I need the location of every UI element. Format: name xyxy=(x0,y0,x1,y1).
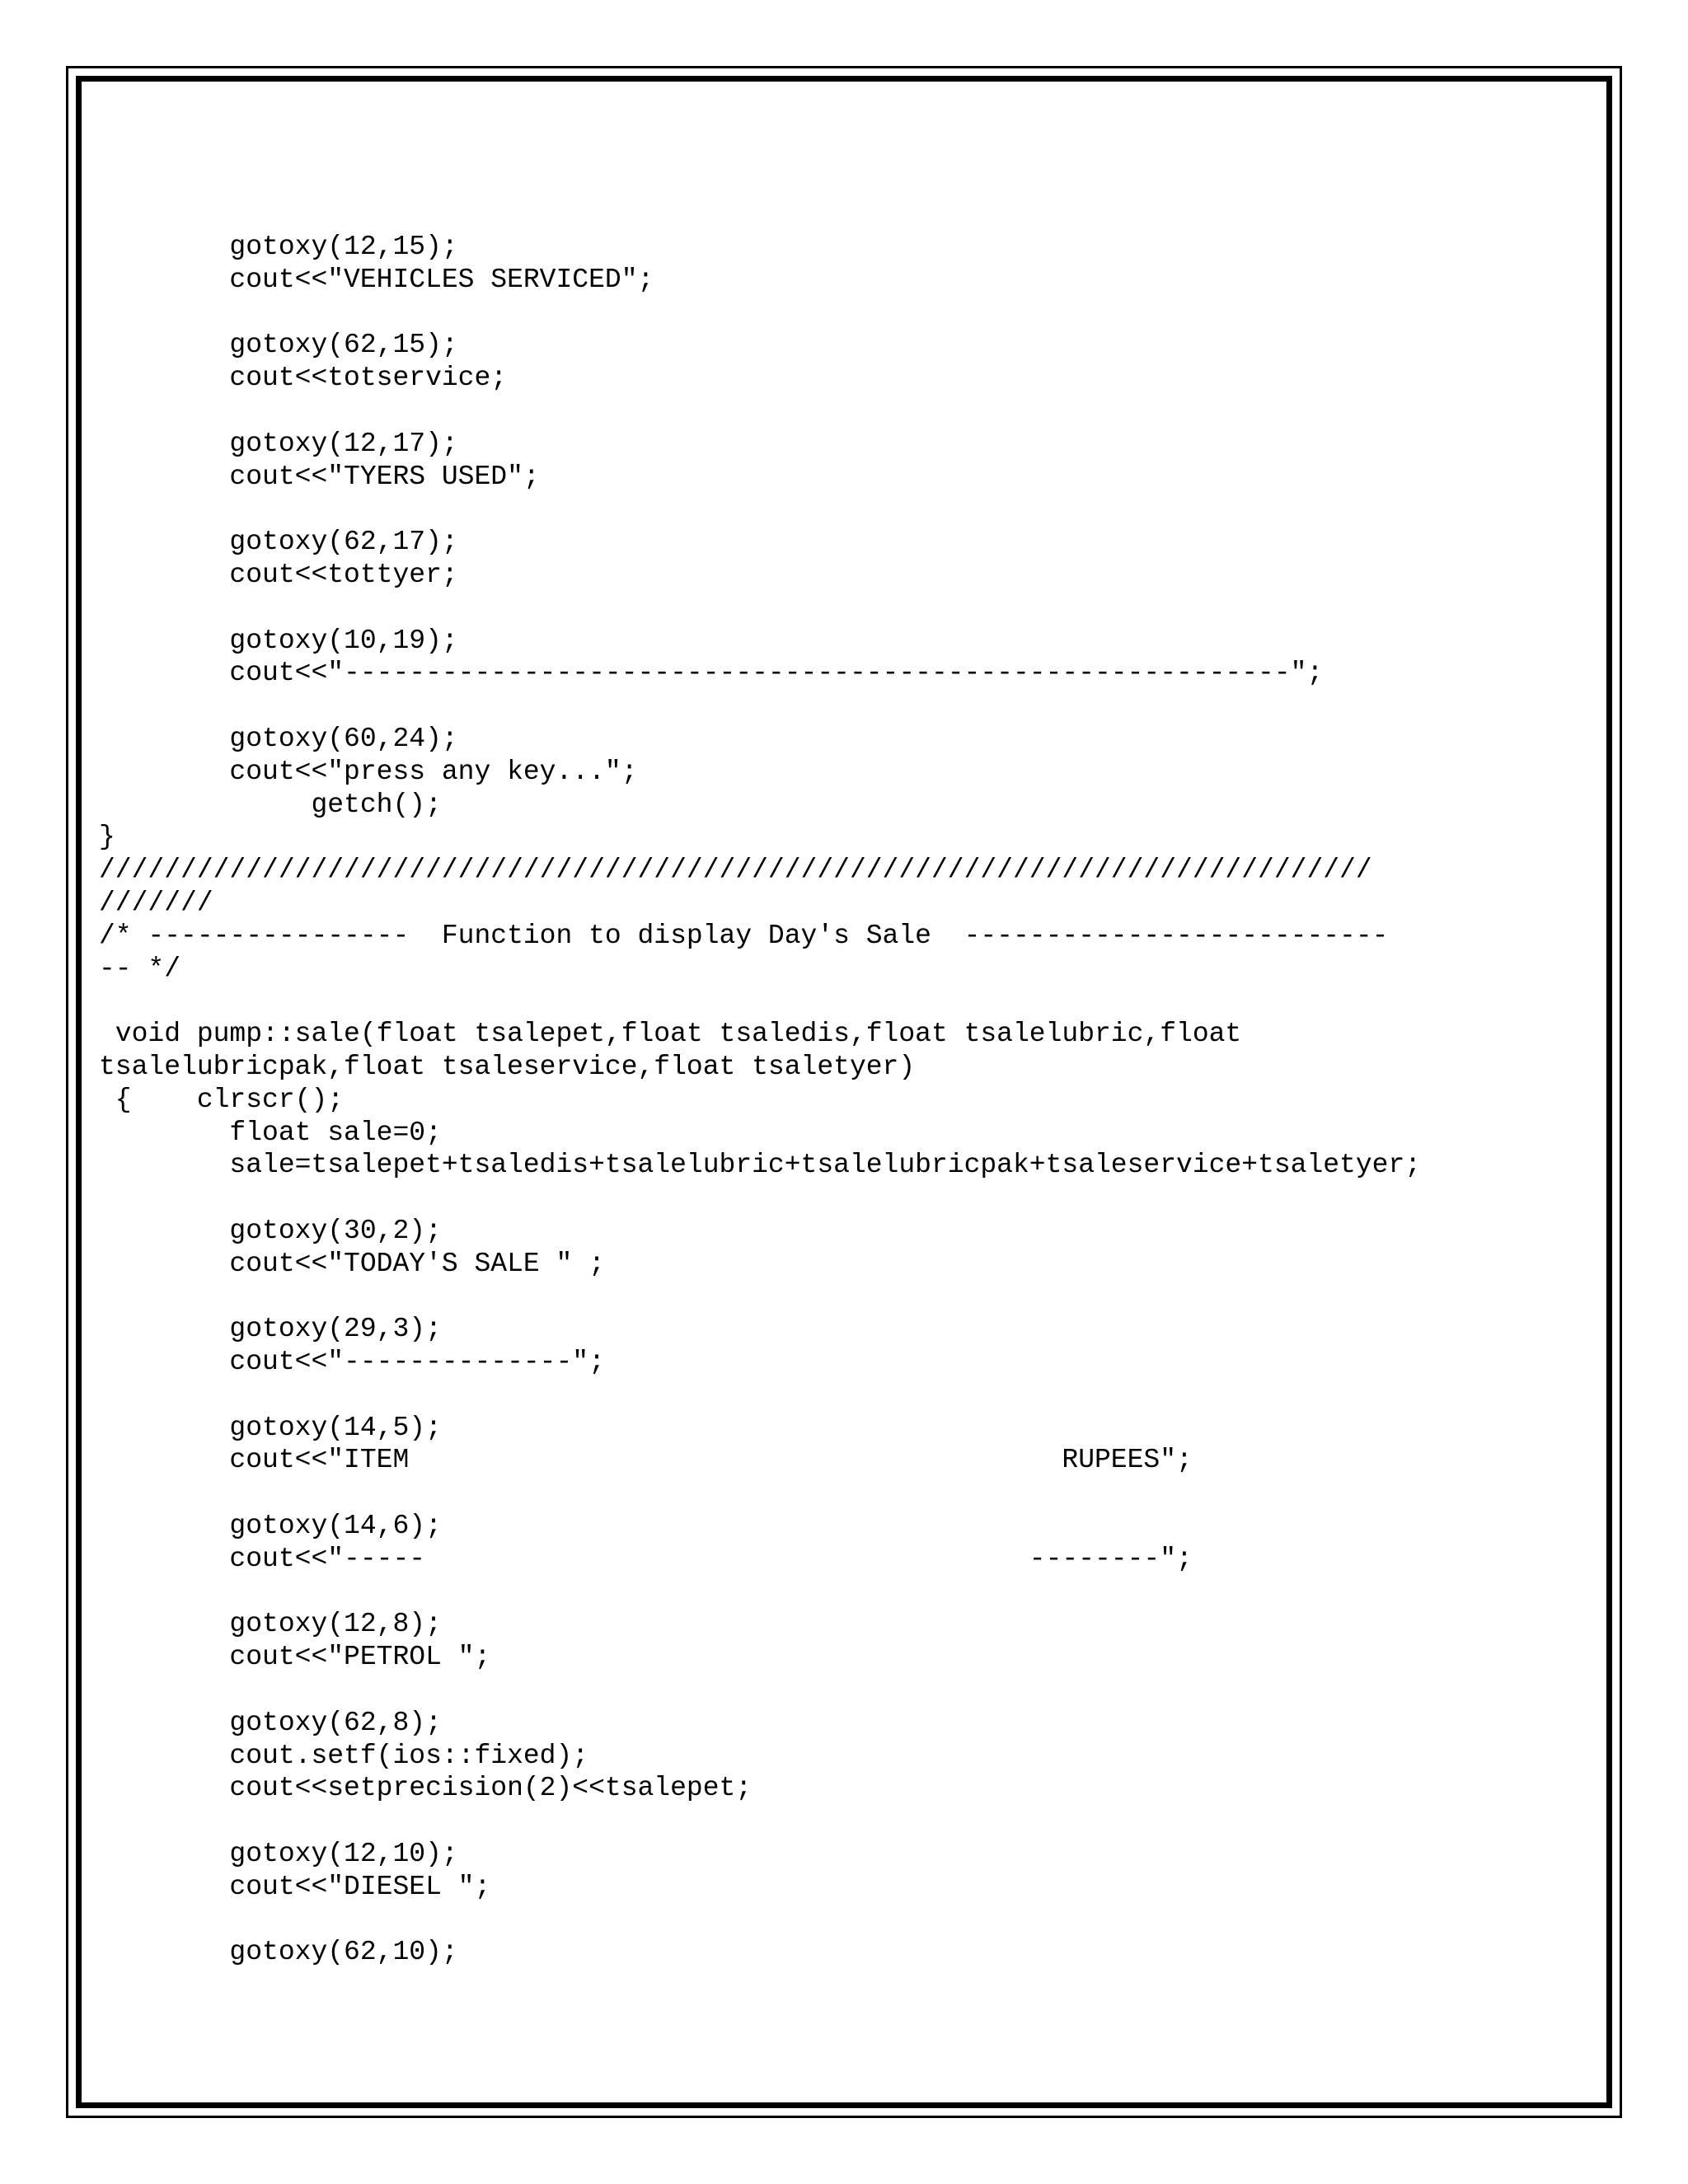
code-line: gotoxy(62,15); xyxy=(99,330,458,361)
code-line xyxy=(99,395,1500,428)
code-line: gotoxy(29,3); xyxy=(99,1314,442,1345)
code-line: cout<<"TYERS USED"; xyxy=(99,461,540,492)
code-line: cout<<"----------------------------------------------------------"; xyxy=(99,658,1324,689)
code-listing xyxy=(99,231,1500,1969)
code-line: /////// xyxy=(99,887,213,918)
code-line: gotoxy(60,24); xyxy=(99,723,458,754)
code-line: cout<<"DIESEL "; xyxy=(99,1871,491,1902)
code-line: gotoxy(62,8); xyxy=(99,1707,442,1738)
code-line xyxy=(99,1379,1500,1412)
code-line: /* ---------------- Function to display Day's Sale -------------------------- xyxy=(99,920,1389,951)
code-line: gotoxy(14,6); xyxy=(99,1511,442,1542)
code-line: getch(); xyxy=(99,789,442,820)
code-line xyxy=(99,1904,1500,1937)
code-line: gotoxy(12,15); xyxy=(99,232,458,262)
code-line xyxy=(99,1281,1500,1314)
code-line xyxy=(99,493,1500,526)
code-line: } xyxy=(99,822,115,853)
code-line: gotoxy(12,8); xyxy=(99,1609,442,1640)
code-line: gotoxy(62,17); xyxy=(99,527,458,558)
code-line: gotoxy(30,2); xyxy=(99,1215,442,1246)
code-line: tsalelubricpak,float tsaleservice,float tsaletyer) xyxy=(99,1051,916,1082)
code-line: cout<<totservice; xyxy=(99,363,508,394)
code-line xyxy=(99,1576,1500,1609)
code-line: -- */ xyxy=(99,953,181,984)
code-line: sale=tsalepet+tsaledis+tsalelubric+tsalelubricpak+tsaleservice+tsaletyer; xyxy=(99,1150,1422,1181)
code-line: cout<<"VEHICLES SERVICED"; xyxy=(99,264,654,295)
code-line xyxy=(99,297,1500,330)
code-line: void pump::sale(float tsalepet,float tsaledis,float tsalelubric,float xyxy=(99,1019,1242,1050)
code-line xyxy=(99,592,1500,625)
code-line: cout<<"ITEM RUPEES"; xyxy=(99,1445,1193,1476)
code-line: cout.setf(ios::fixed); xyxy=(99,1740,589,1771)
code-line xyxy=(99,1674,1500,1707)
code-line: ////////////////////////////////////////////////////////////////////////////// xyxy=(99,855,1372,886)
code-line: cout<<"--------------"; xyxy=(99,1347,605,1378)
code-line: cout<<"----- --------"; xyxy=(99,1543,1193,1574)
code-line: cout<<"PETROL "; xyxy=(99,1642,491,1673)
code-line xyxy=(99,1477,1500,1510)
code-line: gotoxy(12,10); xyxy=(99,1839,458,1870)
code-line xyxy=(99,690,1500,723)
code-line xyxy=(99,985,1500,1018)
code-line: gotoxy(10,19); xyxy=(99,625,458,656)
code-line: float sale=0; xyxy=(99,1117,442,1148)
code-line: cout<<setprecision(2)<<tsalepet; xyxy=(99,1773,753,1804)
code-line: cout<<tottyer; xyxy=(99,559,458,590)
code-line: gotoxy(14,5); xyxy=(99,1412,442,1443)
code-line: gotoxy(12,17); xyxy=(99,428,458,459)
code-line: cout<<"press any key..."; xyxy=(99,756,638,787)
code-line xyxy=(99,1805,1500,1838)
code-line: cout<<"TODAY'S SALE " ; xyxy=(99,1248,605,1279)
code-line xyxy=(99,1182,1500,1215)
code-line: { clrscr(); xyxy=(99,1084,345,1115)
code-line: gotoxy(62,10); xyxy=(99,1937,458,1968)
